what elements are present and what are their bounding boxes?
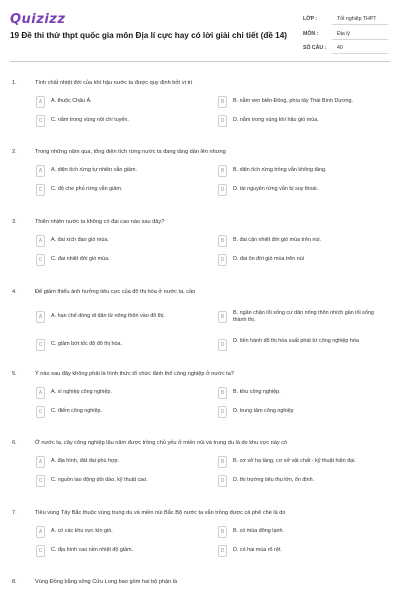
- option-text: D. có hai mùa rõ rệt.: [233, 547, 282, 553]
- subject-value: Địa lý: [337, 31, 350, 37]
- option-b[interactable]: [218, 387, 388, 401]
- option-text: B. có mùa đông lạnh.: [233, 528, 284, 534]
- header-divider: [10, 61, 390, 62]
- option-a[interactable]: [36, 456, 206, 470]
- question-number: 7.: [12, 510, 17, 516]
- option-letter-badge: A: [36, 311, 45, 323]
- option-letter-badge: B: [218, 96, 227, 108]
- option-text: A. hạn chế dòng di dân từ nông thôn vào đô thị.: [51, 313, 165, 319]
- option-text: D. đai ôn đới gió mùa trên núi: [233, 256, 304, 262]
- option-letter-badge: C: [36, 339, 45, 351]
- option-text: A. diện tích rừng tự nhiên vẫn giảm.: [51, 167, 138, 173]
- option-letter-badge: D: [218, 545, 227, 557]
- option-a[interactable]: [36, 96, 206, 110]
- option-a[interactable]: [36, 311, 206, 325]
- option-letter-badge: B: [218, 526, 227, 538]
- option-text: A. có các khu vực kín gió.: [51, 528, 113, 534]
- question-number: 3.: [12, 219, 17, 225]
- option-letter-badge: C: [36, 475, 45, 487]
- option-d[interactable]: [218, 339, 388, 353]
- option-a[interactable]: [36, 526, 206, 540]
- option-letter-badge: D: [218, 254, 227, 266]
- option-d[interactable]: [218, 406, 388, 420]
- option-text: D. nằm trong vùng khí hậu gió mùa.: [233, 117, 319, 123]
- option-letter-badge: B: [218, 311, 227, 323]
- option-b[interactable]: [218, 311, 388, 325]
- option-text: D. tiến hành đô thị hóa xuất phát từ công nghiệp hóa: [233, 338, 359, 344]
- question-text: Để giảm thiểu ảnh hưởng tiêu cực của đô thị hóa ở nước ta, cần: [35, 289, 196, 295]
- option-text: C. nguồn lao động dồi dào, kỹ thuật cao.: [51, 477, 148, 483]
- question-text: Ý nào sau đây không phải là hình thức tổ chức lãnh thổ công nghiệp ở nước ta?: [35, 371, 234, 377]
- option-letter-badge: A: [36, 456, 45, 468]
- option-letter-badge: D: [218, 475, 227, 487]
- option-d[interactable]: [218, 475, 388, 489]
- option-text: C. điểm công nghiệp.: [51, 408, 102, 414]
- option-text: D. thị trường tiêu thụ lớn, ổn định.: [233, 477, 315, 483]
- option-c[interactable]: [36, 254, 206, 268]
- question-text: Tiêu vùng Tây Bắc thuộc vùng trung du và miền núi Bắc Bộ nước ta vẫn trồng được cả phê chè là do: [35, 510, 286, 516]
- option-letter-badge: C: [36, 115, 45, 127]
- quizizz-logo: Quizizz: [10, 12, 66, 27]
- option-text: C. độ che phủ rừng vẫn giảm.: [51, 186, 123, 192]
- option-letter-badge: C: [36, 254, 45, 266]
- class-value: Tốt nghiệp THPT: [337, 16, 377, 22]
- question-number: 8.: [12, 579, 17, 585]
- option-letter-badge: D: [218, 339, 227, 351]
- question-count-value: 40: [337, 45, 343, 51]
- option-text: C. giảm bớt tốc độ đô thị hóa.: [51, 341, 122, 347]
- document-title: 19 Đề thi thử thpt quốc gia môn Địa lí cực hay có lời giải chi tiết (đề 14): [10, 31, 287, 40]
- question-number: 2.: [12, 149, 17, 155]
- option-d[interactable]: [218, 115, 388, 129]
- option-text: A. địa hình, đất đai phù hợp.: [51, 458, 119, 464]
- class-underline: [332, 24, 388, 25]
- option-d[interactable]: [218, 254, 388, 268]
- option-text: D. trung tâm công nghiệp: [233, 408, 294, 414]
- option-c[interactable]: [36, 406, 206, 420]
- option-letter-badge: C: [36, 184, 45, 196]
- option-text: C. địa hình cao nền nhiệt độ giảm.: [51, 547, 134, 553]
- question-text: Ở nước ta, cây công nghiệp lâu năm được trồng chủ yếu ở miền núi và trung du là do khu vực này có: [35, 440, 288, 446]
- subject-underline: [332, 39, 388, 40]
- worksheet-info: [297, 12, 391, 57]
- option-text: A. thuộc Châu Á.: [51, 98, 92, 104]
- option-text: D. tài nguyên rừng vẫn bị suy thoái.: [233, 186, 319, 192]
- option-letter-badge: A: [36, 235, 45, 247]
- option-text: C. nằm trong vùng nội chí tuyến.: [51, 117, 129, 123]
- option-letter-badge: A: [36, 96, 45, 108]
- option-d[interactable]: [218, 184, 388, 198]
- option-text: B. đai cận nhiệt đới gió mùa trên núi.: [233, 237, 322, 243]
- option-letter-badge: B: [218, 456, 227, 468]
- option-b[interactable]: [218, 526, 388, 540]
- option-letter-badge: C: [36, 545, 45, 557]
- option-letter-badge: A: [36, 165, 45, 177]
- option-letter-badge: A: [36, 387, 45, 399]
- question-text: Vùng Đồng bằng sông Cửu Long bao gồm hai bộ phận là: [35, 579, 178, 585]
- option-letter-badge: A: [36, 526, 45, 538]
- option-text: B. nằm ven biển Đông, phía tây Thái Bình Dương.: [233, 98, 354, 104]
- class-label: LỚP :: [303, 16, 318, 22]
- option-d[interactable]: [218, 545, 388, 559]
- option-a[interactable]: [36, 235, 206, 249]
- option-c[interactable]: [36, 184, 206, 198]
- option-b[interactable]: [218, 165, 388, 179]
- question-count-label: SỐ CÂU :: [303, 45, 327, 51]
- option-letter-badge: B: [218, 165, 227, 177]
- option-a[interactable]: [36, 387, 206, 401]
- question-number: 1.: [12, 80, 17, 86]
- option-text: B. ngăn chặn lối sống cư dân nông thôn nhích gần lối sống thành thị.: [233, 310, 374, 323]
- option-text: C. đai nhiệt đới gió mùa.: [51, 256, 110, 262]
- option-letter-badge: D: [218, 115, 227, 127]
- option-text: B. khu công nghiệp.: [233, 389, 281, 395]
- option-letter-badge: C: [36, 406, 45, 418]
- option-text: A. xí nghiệp công nghiệp.: [51, 389, 112, 395]
- option-letter-badge: B: [218, 387, 227, 399]
- option-letter-badge: D: [218, 184, 227, 196]
- option-b[interactable]: [218, 235, 388, 249]
- option-c[interactable]: [36, 115, 206, 129]
- question-number: 5.: [12, 371, 17, 377]
- option-text: A. đai xích đạo gió mùa.: [51, 237, 109, 243]
- option-letter-badge: B: [218, 235, 227, 247]
- option-b[interactable]: [218, 456, 388, 470]
- subject-label: MÔN :: [303, 31, 319, 37]
- option-c[interactable]: [36, 339, 206, 353]
- question-text: Tính chất nhiệt đới của khí hậu nước ta được quy định bởi vị trí: [35, 80, 193, 86]
- option-b[interactable]: [218, 96, 388, 110]
- option-c[interactable]: [36, 475, 206, 489]
- option-a[interactable]: [36, 165, 206, 179]
- question-count-underline: [332, 53, 388, 54]
- question-number: 4.: [12, 289, 17, 295]
- option-text: B. diện tích rừng trồng vẫn không tăng.: [233, 167, 327, 173]
- option-c[interactable]: [36, 545, 206, 559]
- option-letter-badge: D: [218, 406, 227, 418]
- question-number: 6.: [12, 440, 17, 446]
- option-text: B. cơ sở hạ tầng, cơ sở vật chất - kỹ thuật hiện đại.: [233, 458, 356, 464]
- question-text: Thiên nhiên nước ta không có đai cao nào sau đây?: [35, 219, 165, 225]
- question-text: Trong những năm qua, tổng diện tích rừng nước ta đang tăng dần lên nhưng: [35, 149, 226, 155]
